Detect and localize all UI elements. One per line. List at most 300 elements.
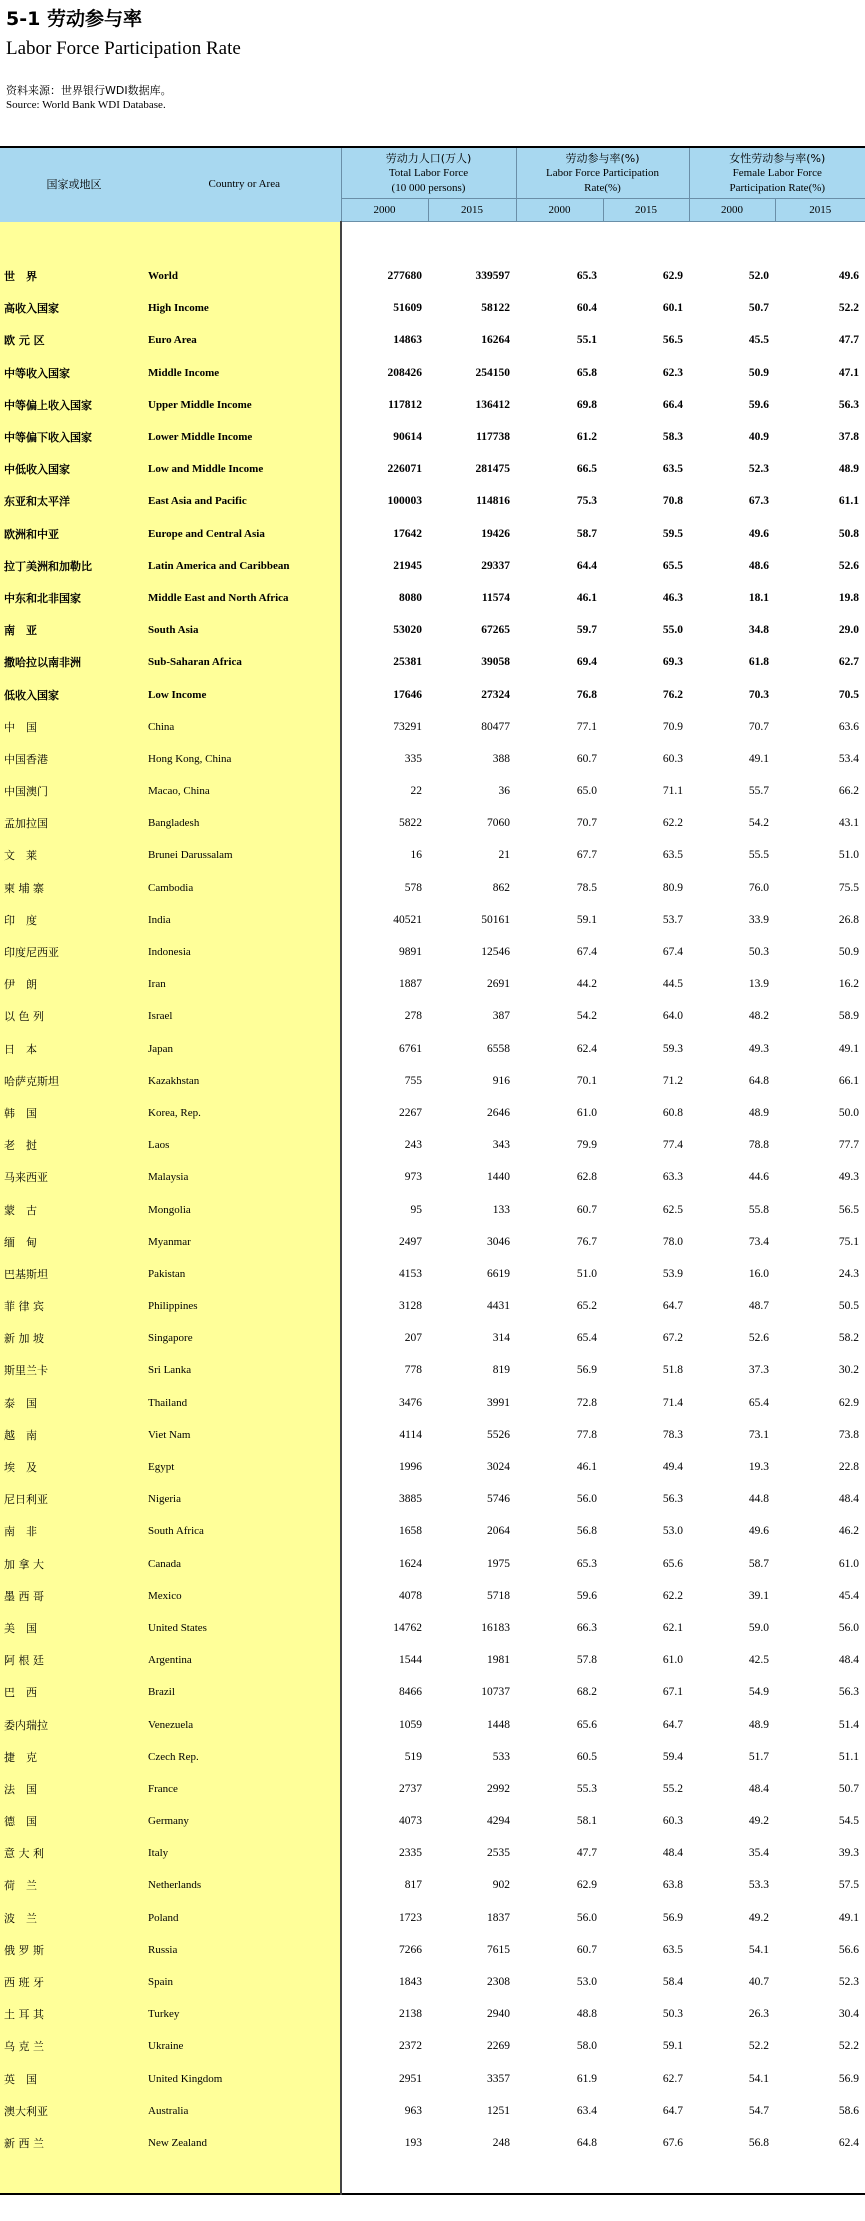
country-name-en: Poland — [148, 1902, 341, 1934]
table-row — [0, 872, 865, 904]
female-participation-2015-cell: 26.8 — [838, 913, 860, 926]
labor-force-2015-cell: 916 — [492, 1074, 510, 1087]
country-name-en: New Zealand — [148, 2127, 341, 2159]
participation-2015-cell: 67.1 — [662, 1686, 683, 1699]
female-participation-2000-cell: 16.0 — [748, 1267, 769, 1280]
labor-force-2015-cell: 16264 — [481, 334, 510, 347]
participation-2000-cell: 62.4 — [576, 1042, 597, 1055]
female-participation-2015-cell: 53.4 — [838, 752, 860, 765]
female-participation-2015-cell: 77.7 — [838, 1139, 860, 1152]
female-participation-2015-cell: 54.5 — [838, 1815, 860, 1828]
participation-2000-cell: 56.8 — [576, 1525, 597, 1538]
labor-force-2000-cell: 90614 — [393, 431, 422, 444]
header-group-total-labor: 劳动力人口(万人) Total Labor Force (10 000 persons) — [341, 147, 516, 199]
header-year: 2000 — [516, 199, 603, 222]
participation-2015-cell: 53.9 — [662, 1267, 683, 1280]
participation-2015-cell: 55.0 — [662, 624, 683, 637]
country-name-cn: 马来西亚 — [0, 1161, 148, 1193]
labor-force-2000-cell: 2335 — [399, 1847, 422, 1860]
labor-force-2000-cell: 243 — [404, 1139, 422, 1152]
country-name-cn: 中 国 — [0, 711, 148, 743]
labor-force-2000-cell: 1658 — [399, 1525, 422, 1538]
participation-2000-cell: 59.7 — [576, 624, 597, 637]
country-name-cn: 墨 西 哥 — [0, 1580, 148, 1612]
country-name-en: Turkey — [148, 1998, 341, 2030]
table-row — [0, 904, 865, 936]
female-participation-2000-cell: 52.6 — [748, 1332, 769, 1345]
country-name-en: Middle East and North Africa — [148, 582, 341, 614]
table-row — [0, 2095, 865, 2127]
country-name-cn: 老 挝 — [0, 1129, 148, 1161]
participation-2015-cell: 50.3 — [662, 2008, 683, 2021]
labor-force-2000-cell: 51609 — [393, 302, 422, 315]
country-name-cn: 柬 埔 寨 — [0, 872, 148, 904]
labor-force-2000-cell: 1544 — [399, 1654, 422, 1667]
female-participation-2000-cell: 52.3 — [748, 463, 769, 476]
female-participation-2000-cell: 73.1 — [748, 1428, 769, 1441]
female-participation-2015-cell: 39.3 — [838, 1847, 860, 1860]
female-participation-2015-cell: 57.5 — [838, 1879, 860, 1892]
participation-2015-cell: 62.7 — [662, 2072, 683, 2085]
participation-2015-cell: 71.4 — [662, 1396, 683, 1409]
female-participation-2000-cell: 59.0 — [748, 1621, 769, 1634]
female-participation-2000-cell: 51.7 — [748, 1750, 769, 1763]
participation-2000-cell: 68.2 — [576, 1686, 597, 1699]
country-name-en: Laos — [148, 1129, 341, 1161]
participation-2000-cell: 62.9 — [576, 1879, 597, 1892]
participation-2015-cell: 65.6 — [662, 1557, 683, 1570]
female-participation-2015-cell: 56.3 — [838, 1686, 860, 1699]
participation-2000-cell: 66.3 — [576, 1621, 597, 1634]
table-row — [0, 1451, 865, 1483]
participation-2015-cell: 64.7 — [662, 1300, 683, 1313]
female-participation-2000-cell: 78.8 — [748, 1139, 769, 1152]
table-row — [0, 1033, 865, 1065]
country-name-cn: 中等收入国家 — [0, 357, 148, 389]
table-row — [0, 1708, 865, 1740]
country-name-en: Pakistan — [148, 1258, 341, 1290]
participation-2015-cell: 80.9 — [662, 881, 683, 894]
labor-force-2015-cell: 819 — [492, 1364, 510, 1377]
country-name-cn: 蒙 古 — [0, 1193, 148, 1225]
female-participation-2000-cell: 13.9 — [748, 978, 769, 991]
female-participation-2000-cell: 42.5 — [748, 1654, 769, 1667]
labor-force-2000-cell: 73291 — [393, 720, 422, 733]
table-row — [0, 1934, 865, 1966]
table-row — [0, 1837, 865, 1869]
labor-force-2000-cell: 14863 — [393, 334, 422, 347]
table-row — [0, 1869, 865, 1901]
labor-force-2000-cell: 1723 — [399, 1911, 422, 1924]
labor-force-2000-cell: 3885 — [399, 1493, 422, 1506]
table-row — [0, 1161, 865, 1193]
table-row — [0, 1387, 865, 1419]
participation-2015-cell: 53.0 — [662, 1525, 683, 1538]
female-participation-2015-cell: 63.6 — [838, 720, 860, 733]
country-name-en: Mexico — [148, 1580, 341, 1612]
country-name-cn: 德 国 — [0, 1805, 148, 1837]
header-year: 2015 — [775, 199, 865, 222]
table-row — [0, 1612, 865, 1644]
labor-force-2000-cell: 2737 — [399, 1782, 422, 1795]
labor-force-2015-cell: 4294 — [487, 1815, 510, 1828]
table-row — [0, 1966, 865, 1998]
country-name-cn: 中低收入国家 — [0, 453, 148, 485]
labor-force-2015-cell: 80477 — [481, 720, 510, 733]
table-row — [0, 711, 865, 743]
labor-force-2015-cell: 314 — [492, 1332, 510, 1345]
female-participation-2000-cell: 44.8 — [748, 1493, 769, 1506]
country-name-en: Middle Income — [148, 357, 341, 389]
labor-force-2000-cell: 2951 — [399, 2072, 422, 2085]
header-country-en: Country or Area — [148, 147, 341, 222]
table-row — [0, 646, 865, 678]
female-participation-2000-cell: 54.7 — [748, 2104, 769, 2117]
table-row — [0, 1419, 865, 1451]
female-participation-2000-cell: 49.2 — [748, 1815, 769, 1828]
country-name-en: Germany — [148, 1805, 341, 1837]
participation-2015-cell: 49.4 — [662, 1461, 683, 1474]
participation-2015-cell: 67.2 — [662, 1332, 683, 1345]
labor-force-2000-cell: 3476 — [399, 1396, 422, 1409]
female-participation-2015-cell: 56.3 — [838, 398, 860, 411]
participation-2000-cell: 69.8 — [576, 398, 597, 411]
table-row — [0, 1097, 865, 1129]
female-participation-2000-cell: 48.9 — [748, 1106, 769, 1119]
participation-2015-cell: 70.9 — [662, 720, 683, 733]
labor-force-2000-cell: 17642 — [393, 527, 422, 540]
table-row — [0, 678, 865, 710]
participation-2000-cell: 65.2 — [576, 1300, 597, 1313]
participation-2015-cell: 64.0 — [662, 1010, 683, 1023]
participation-2000-cell: 55.3 — [576, 1782, 597, 1795]
table-row — [0, 1580, 865, 1612]
female-participation-2015-cell: 70.5 — [838, 688, 860, 701]
participation-2015-cell: 78.0 — [662, 1235, 683, 1248]
participation-2000-cell: 60.7 — [576, 1943, 597, 1956]
female-participation-2015-cell: 62.4 — [838, 2136, 860, 2149]
country-name-cn: 中国澳门 — [0, 775, 148, 807]
labor-force-2015-cell: 12546 — [481, 946, 510, 959]
participation-2015-cell: 65.5 — [662, 559, 683, 572]
participation-2015-cell: 62.9 — [662, 270, 683, 283]
participation-2000-cell: 60.7 — [576, 752, 597, 765]
labor-force-2015-cell: 2064 — [487, 1525, 510, 1538]
female-participation-2000-cell: 49.6 — [748, 1525, 769, 1538]
female-participation-2015-cell: 48.9 — [838, 463, 860, 476]
participation-2015-cell: 62.2 — [662, 817, 683, 830]
participation-2015-cell: 63.5 — [662, 1943, 683, 1956]
labor-force-2000-cell: 4078 — [399, 1589, 422, 1602]
table-row — [0, 1805, 865, 1837]
participation-2015-cell: 62.2 — [662, 1589, 683, 1602]
female-participation-2000-cell: 19.3 — [748, 1461, 769, 1474]
female-participation-2015-cell: 46.2 — [838, 1525, 860, 1538]
labor-force-2000-cell: 519 — [404, 1750, 422, 1763]
table-row — [0, 1258, 865, 1290]
participation-2000-cell: 72.8 — [576, 1396, 597, 1409]
participation-2000-cell: 63.4 — [576, 2104, 597, 2117]
participation-2000-cell: 64.8 — [576, 2136, 597, 2149]
female-participation-2015-cell: 52.2 — [838, 2040, 860, 2053]
country-name-en: Lower Middle Income — [148, 421, 341, 453]
participation-2015-cell: 62.3 — [662, 366, 683, 379]
country-name-en: Iran — [148, 968, 341, 1000]
country-name-cn: 新 西 兰 — [0, 2127, 148, 2159]
labor-force-2015-cell: 902 — [492, 1879, 510, 1892]
female-participation-2015-cell: 62.9 — [838, 1396, 860, 1409]
table-row — [0, 1741, 865, 1773]
country-name-en: Hong Kong, China — [148, 743, 341, 775]
participation-2000-cell: 60.5 — [576, 1750, 597, 1763]
labor-force-2015-cell: 1448 — [487, 1718, 510, 1731]
female-participation-2000-cell: 18.1 — [748, 591, 769, 604]
country-name-en: Italy — [148, 1837, 341, 1869]
female-participation-2000-cell: 50.3 — [748, 946, 769, 959]
table-row — [0, 389, 865, 421]
country-name-cn: 加 拿 大 — [0, 1548, 148, 1580]
participation-2000-cell: 56.0 — [576, 1493, 597, 1506]
participation-2000-cell: 58.1 — [576, 1815, 597, 1828]
country-name-cn: 南 亚 — [0, 614, 148, 646]
female-participation-2015-cell: 49.3 — [838, 1171, 860, 1184]
table-row — [0, 1322, 865, 1354]
female-participation-2000-cell: 55.8 — [748, 1203, 769, 1216]
country-name-en: India — [148, 904, 341, 936]
table-row — [0, 1644, 865, 1676]
female-participation-2000-cell: 48.6 — [748, 559, 769, 572]
country-name-en: Brunei Darussalam — [148, 839, 341, 871]
female-participation-2015-cell: 61.1 — [838, 495, 860, 508]
table-row — [0, 1676, 865, 1708]
participation-2000-cell: 55.1 — [576, 334, 597, 347]
country-name-cn: 以 色 列 — [0, 1000, 148, 1032]
table-row — [0, 743, 865, 775]
female-participation-2000-cell: 54.1 — [748, 1943, 769, 1956]
female-participation-2015-cell: 49.1 — [838, 1911, 860, 1924]
labor-force-2015-cell: 3357 — [487, 2072, 510, 2085]
participation-2000-cell: 75.3 — [576, 495, 597, 508]
participation-2000-cell: 77.1 — [576, 720, 597, 733]
female-participation-2015-cell: 58.6 — [838, 2104, 860, 2117]
female-participation-2000-cell: 48.9 — [748, 1718, 769, 1731]
country-name-cn: 美 国 — [0, 1612, 148, 1644]
country-name-en: World — [148, 260, 341, 292]
female-participation-2000-cell: 64.8 — [748, 1074, 769, 1087]
country-name-en: Mongolia — [148, 1193, 341, 1225]
country-name-cn: 新 加 坡 — [0, 1322, 148, 1354]
participation-2015-cell: 64.7 — [662, 1718, 683, 1731]
female-participation-2015-cell: 58.9 — [838, 1010, 860, 1023]
country-name-en: Euro Area — [148, 324, 341, 356]
participation-2015-cell: 60.1 — [662, 302, 683, 315]
table-row — [0, 485, 865, 517]
female-participation-2015-cell: 62.7 — [838, 656, 860, 669]
female-participation-2015-cell: 30.2 — [838, 1364, 860, 1377]
participation-2000-cell: 79.9 — [576, 1139, 597, 1152]
country-name-en: China — [148, 711, 341, 743]
female-participation-2000-cell: 48.4 — [748, 1782, 769, 1795]
country-name-en: South Africa — [148, 1515, 341, 1547]
country-name-cn: 法 国 — [0, 1773, 148, 1805]
participation-2000-cell: 47.7 — [576, 1847, 597, 1860]
female-participation-2000-cell: 54.1 — [748, 2072, 769, 2085]
labor-force-2015-cell: 281475 — [475, 463, 510, 476]
header-year: 2000 — [689, 199, 775, 222]
country-name-cn: 中国香港 — [0, 743, 148, 775]
female-participation-2000-cell: 55.7 — [748, 785, 769, 798]
country-name-en: Kazakhstan — [148, 1065, 341, 1097]
country-name-cn: 日 本 — [0, 1033, 148, 1065]
country-name-cn: 拉丁美洲和加勒比 — [0, 550, 148, 582]
country-name-en: France — [148, 1773, 341, 1805]
participation-2015-cell: 60.3 — [662, 752, 683, 765]
female-participation-2000-cell: 44.6 — [748, 1171, 769, 1184]
country-name-cn: 意 大 利 — [0, 1837, 148, 1869]
labor-force-2000-cell: 17646 — [393, 688, 422, 701]
female-participation-2015-cell: 50.7 — [838, 1782, 860, 1795]
female-participation-2000-cell: 49.6 — [748, 527, 769, 540]
table-row — [0, 260, 865, 292]
labor-force-2015-cell: 4431 — [487, 1300, 510, 1313]
labor-force-2015-cell: 2646 — [487, 1106, 510, 1119]
table-row — [0, 1129, 865, 1161]
country-name-cn: 低收入国家 — [0, 678, 148, 710]
female-participation-2015-cell: 48.4 — [838, 1654, 860, 1667]
labor-force-2015-cell: 1975 — [487, 1557, 510, 1570]
labor-force-2015-cell: 1251 — [487, 2104, 510, 2117]
participation-2015-cell: 78.3 — [662, 1428, 683, 1441]
table-row — [0, 518, 865, 550]
participation-2015-cell: 71.1 — [662, 785, 683, 798]
country-name-cn: 越 南 — [0, 1419, 148, 1451]
country-name-cn: 世 界 — [0, 260, 148, 292]
female-participation-2000-cell: 37.3 — [748, 1364, 769, 1377]
participation-2000-cell: 61.0 — [576, 1106, 597, 1119]
participation-2015-cell: 77.4 — [662, 1139, 683, 1152]
table-row — [0, 292, 865, 324]
female-participation-2000-cell: 49.3 — [748, 1042, 769, 1055]
country-name-en: Japan — [148, 1033, 341, 1065]
country-name-en: Netherlands — [148, 1869, 341, 1901]
female-participation-2000-cell: 76.0 — [748, 881, 769, 894]
table-row — [0, 936, 865, 968]
female-participation-2015-cell: 50.8 — [838, 527, 860, 540]
country-name-cn: 尼日利亚 — [0, 1483, 148, 1515]
female-participation-2015-cell: 48.4 — [838, 1493, 860, 1506]
country-name-cn: 斯里兰卡 — [0, 1354, 148, 1386]
female-participation-2000-cell: 26.3 — [748, 2008, 769, 2021]
female-participation-2015-cell: 56.6 — [838, 1943, 860, 1956]
country-name-en: Low and Middle Income — [148, 453, 341, 485]
country-name-cn: 南 非 — [0, 1515, 148, 1547]
labor-force-2000-cell: 1887 — [399, 978, 422, 991]
country-name-cn: 中等偏上收入国家 — [0, 389, 148, 421]
data-table-container — [0, 146, 865, 2195]
table-row — [0, 1773, 865, 1805]
labor-force-2000-cell: 40521 — [393, 913, 422, 926]
female-participation-2015-cell: 37.8 — [838, 431, 860, 444]
labor-force-2015-cell: 339597 — [475, 270, 510, 283]
country-name-cn: 中东和北非国家 — [0, 582, 148, 614]
labor-force-2000-cell: 7266 — [399, 1943, 422, 1956]
female-participation-2015-cell: 24.3 — [838, 1267, 860, 1280]
participation-2000-cell: 46.1 — [576, 591, 597, 604]
participation-2015-cell: 76.2 — [662, 688, 683, 701]
country-name-cn: 欧洲和中亚 — [0, 518, 148, 550]
labor-force-2015-cell: 1440 — [487, 1171, 510, 1184]
labor-force-2015-cell: 39058 — [481, 656, 510, 669]
female-participation-2015-cell: 61.0 — [838, 1557, 860, 1570]
country-name-en: Thailand — [148, 1387, 341, 1419]
participation-2015-cell: 53.7 — [662, 913, 683, 926]
country-name-en: Venezuela — [148, 1708, 341, 1740]
female-participation-2015-cell: 56.9 — [838, 2072, 860, 2085]
labor-force-2015-cell: 58122 — [481, 302, 510, 315]
female-participation-2000-cell: 59.6 — [748, 398, 769, 411]
female-participation-2000-cell: 53.3 — [748, 1879, 769, 1892]
participation-2015-cell: 56.9 — [662, 1911, 683, 1924]
female-participation-2015-cell: 66.1 — [838, 1074, 860, 1087]
participation-2000-cell: 64.4 — [576, 559, 597, 572]
country-name-cn: 乌 克 兰 — [0, 2030, 148, 2062]
labor-force-2000-cell: 963 — [404, 2104, 422, 2117]
female-participation-2015-cell: 51.0 — [838, 849, 860, 862]
country-name-en: Philippines — [148, 1290, 341, 1322]
female-participation-2015-cell: 29.0 — [838, 624, 860, 637]
participation-2015-cell: 59.5 — [662, 527, 683, 540]
labor-force-2015-cell: 7615 — [487, 1943, 510, 1956]
country-name-cn: 西 班 牙 — [0, 1966, 148, 1998]
country-name-cn: 伊 朗 — [0, 968, 148, 1000]
country-name-en: Latin America and Caribbean — [148, 550, 341, 582]
country-name-cn: 土 耳 其 — [0, 1998, 148, 2030]
participation-2000-cell: 69.4 — [576, 656, 597, 669]
table-row — [0, 324, 865, 356]
labor-force-2000-cell: 14762 — [393, 1621, 422, 1634]
table-row — [0, 1354, 865, 1386]
participation-2000-cell: 65.8 — [576, 366, 597, 379]
participation-2015-cell: 63.8 — [662, 1879, 683, 1892]
labor-force-2000-cell: 22 — [410, 785, 422, 798]
country-name-cn: 泰 国 — [0, 1387, 148, 1419]
participation-2000-cell: 62.8 — [576, 1171, 597, 1184]
female-participation-2000-cell: 58.7 — [748, 1557, 769, 1570]
labor-force-2015-cell: 19426 — [481, 527, 510, 540]
female-participation-2015-cell: 50.5 — [838, 1300, 860, 1313]
female-participation-2000-cell: 67.3 — [748, 495, 769, 508]
table-row — [0, 2127, 865, 2159]
labor-force-2015-cell: 1981 — [487, 1654, 510, 1667]
participation-2015-cell: 56.5 — [662, 334, 683, 347]
labor-force-2015-cell: 16183 — [481, 1621, 510, 1634]
labor-force-2000-cell: 1059 — [399, 1718, 422, 1731]
country-name-en: United States — [148, 1612, 341, 1644]
labor-force-2000-cell: 2138 — [399, 2008, 422, 2021]
labor-force-2015-cell: 2691 — [487, 978, 510, 991]
country-name-cn: 欧 元 区 — [0, 324, 148, 356]
table-row — [0, 1548, 865, 1580]
female-participation-2015-cell: 50.9 — [838, 946, 860, 959]
female-participation-2000-cell: 73.4 — [748, 1235, 769, 1248]
labor-force-2015-cell: 136412 — [475, 398, 510, 411]
labor-force-2015-cell: 387 — [492, 1010, 510, 1023]
female-participation-2000-cell: 55.5 — [748, 849, 769, 862]
table-body — [0, 222, 865, 2195]
country-name-en: High Income — [148, 292, 341, 324]
country-name-cn: 阿 根 廷 — [0, 1644, 148, 1676]
participation-2015-cell: 59.3 — [662, 1042, 683, 1055]
